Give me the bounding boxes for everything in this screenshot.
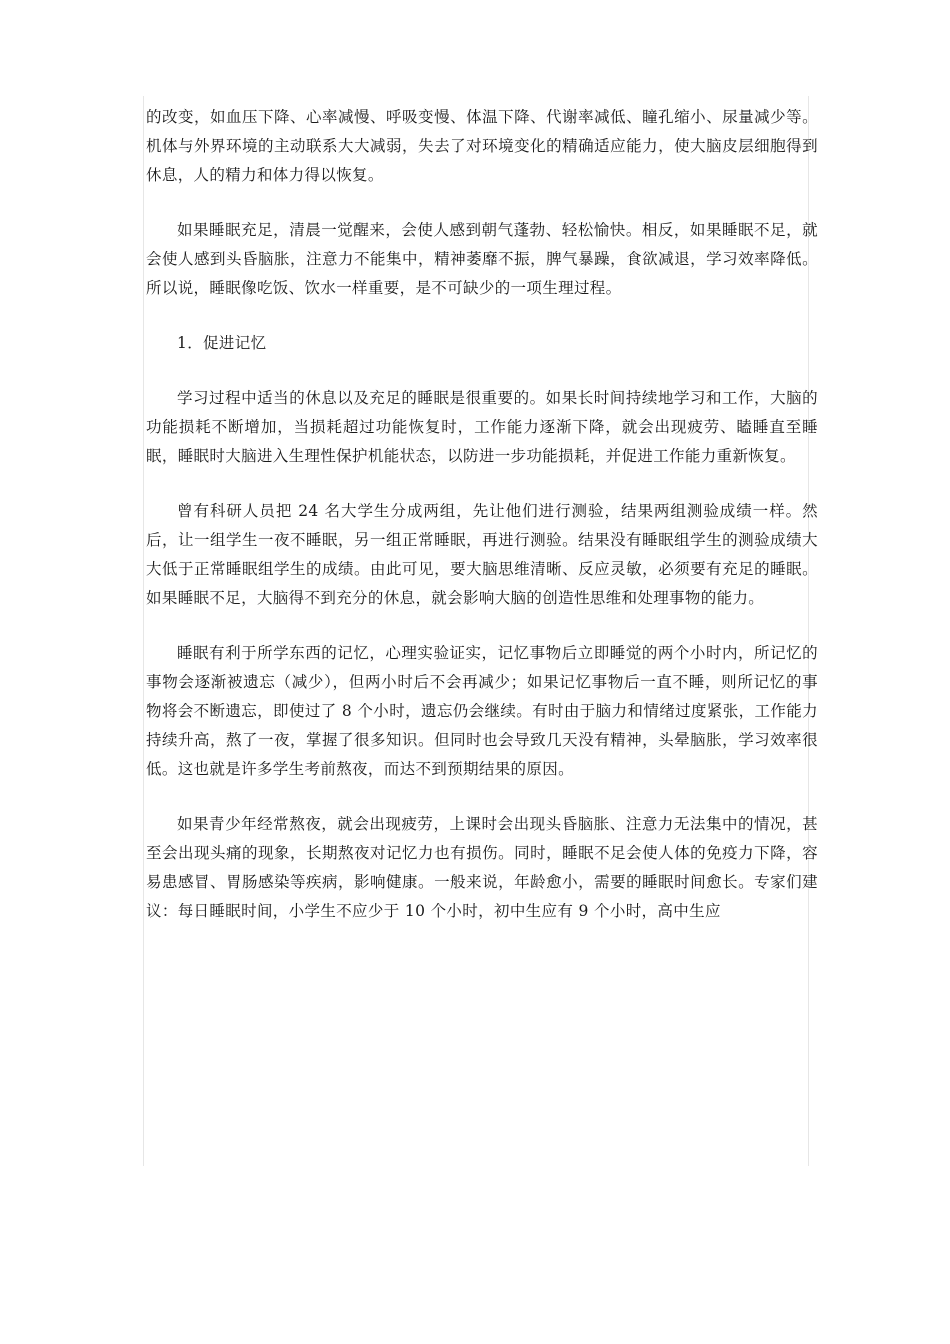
paragraph-experiment: 曾有科研人员把 24 名大学生分成两组，先让他们进行测验，结果两组测验成绩一样。然后，让一组学生一夜不睡眠，另一组正常睡眠，再进行测验。结果没有睡眠组学生的测验成绩大大低于正常睡眠组学生的成绩。由此可见，要大脑思维清晰、反应灵敏，必须要有充足的睡眠。如果睡眠不足，大脑得不到充分的休息，就会影响大脑的创造性思维和处理事物的能力。 xyxy=(146,502,818,607)
paragraph-continuation: 的改变，如血压下降、心率减慢、呼吸变慢、体温下降、代谢率减低、瞳孔缩小、尿量减少等。机体与外界环境的主动联系大大减弱，失去了对环境变化的精确适应能力，使大脑皮层细胞得到休息，人的精力和体力得以恢复。 xyxy=(146,108,818,184)
paragraph-rest-and-learning: 学习过程中适当的休息以及充足的睡眠是很重要的。如果长时间持续地学习和工作，大脑的功能损耗不断增加，当损耗超过功能恢复时，工作能力逐渐下降，就会出现疲劳、瞌睡直至睡眠，睡眠时大脑进入生理性保护机能状态，以防进一步功能损耗，并促进工作能力重新恢复。 xyxy=(146,389,818,465)
paragraph-sleep-sufficiency: 如果睡眠充足，清晨一觉醒来，会使人感到朝气蓬勃、轻松愉快。相反，如果睡眠不足，就会使人感到头昏脑胀，注意力不能集中，精神萎靡不振，脾气暴躁，食欲减退，学习效率降低。所以说，睡眠像吃饭、饮水一样重要，是不可缺少的一项生理过程。 xyxy=(146,221,818,297)
paragraph-teen-sleep: 如果青少年经常熬夜，就会出现疲劳，上课时会出现头昏脑胀、注意力无法集中的情况，甚至会出现头痛的现象，长期熬夜对记忆力也有损伤。同时，睡眠不足会使人体的免疫力下降，容易患感冒、胃肠感染等疾病，影响健康。一般来说，年龄愈小，需要的睡眠时间愈长。专家们建议：每日睡眠时间，小学生不应少于 10 个小时，初中生应有 9 个小时，高中生应 xyxy=(146,815,818,920)
paragraph-memory-research: 睡眠有利于所学东西的记忆，心理实验证实，记忆事物后立即睡觉的两个小时内，所记忆的事物会逐渐被遗忘（减少），但两小时后不会再减少；如果记忆事物后一直不睡，则所记忆的事物将会不断遗忘，即使过了 8 个小时，遗忘仍会继续。有时由于脑力和情绪过度紧张，工作能力持续升高，熬了一夜，掌握了很多知识。但同时也会导致几天没有精神，头晕脑胀，学习效率很低。这也就是许多学生考前熬夜，而达不到预期结果的原因。 xyxy=(146,644,818,778)
document-body xyxy=(146,97,818,952)
section-heading-memory: 1．促进记忆 xyxy=(177,334,267,352)
